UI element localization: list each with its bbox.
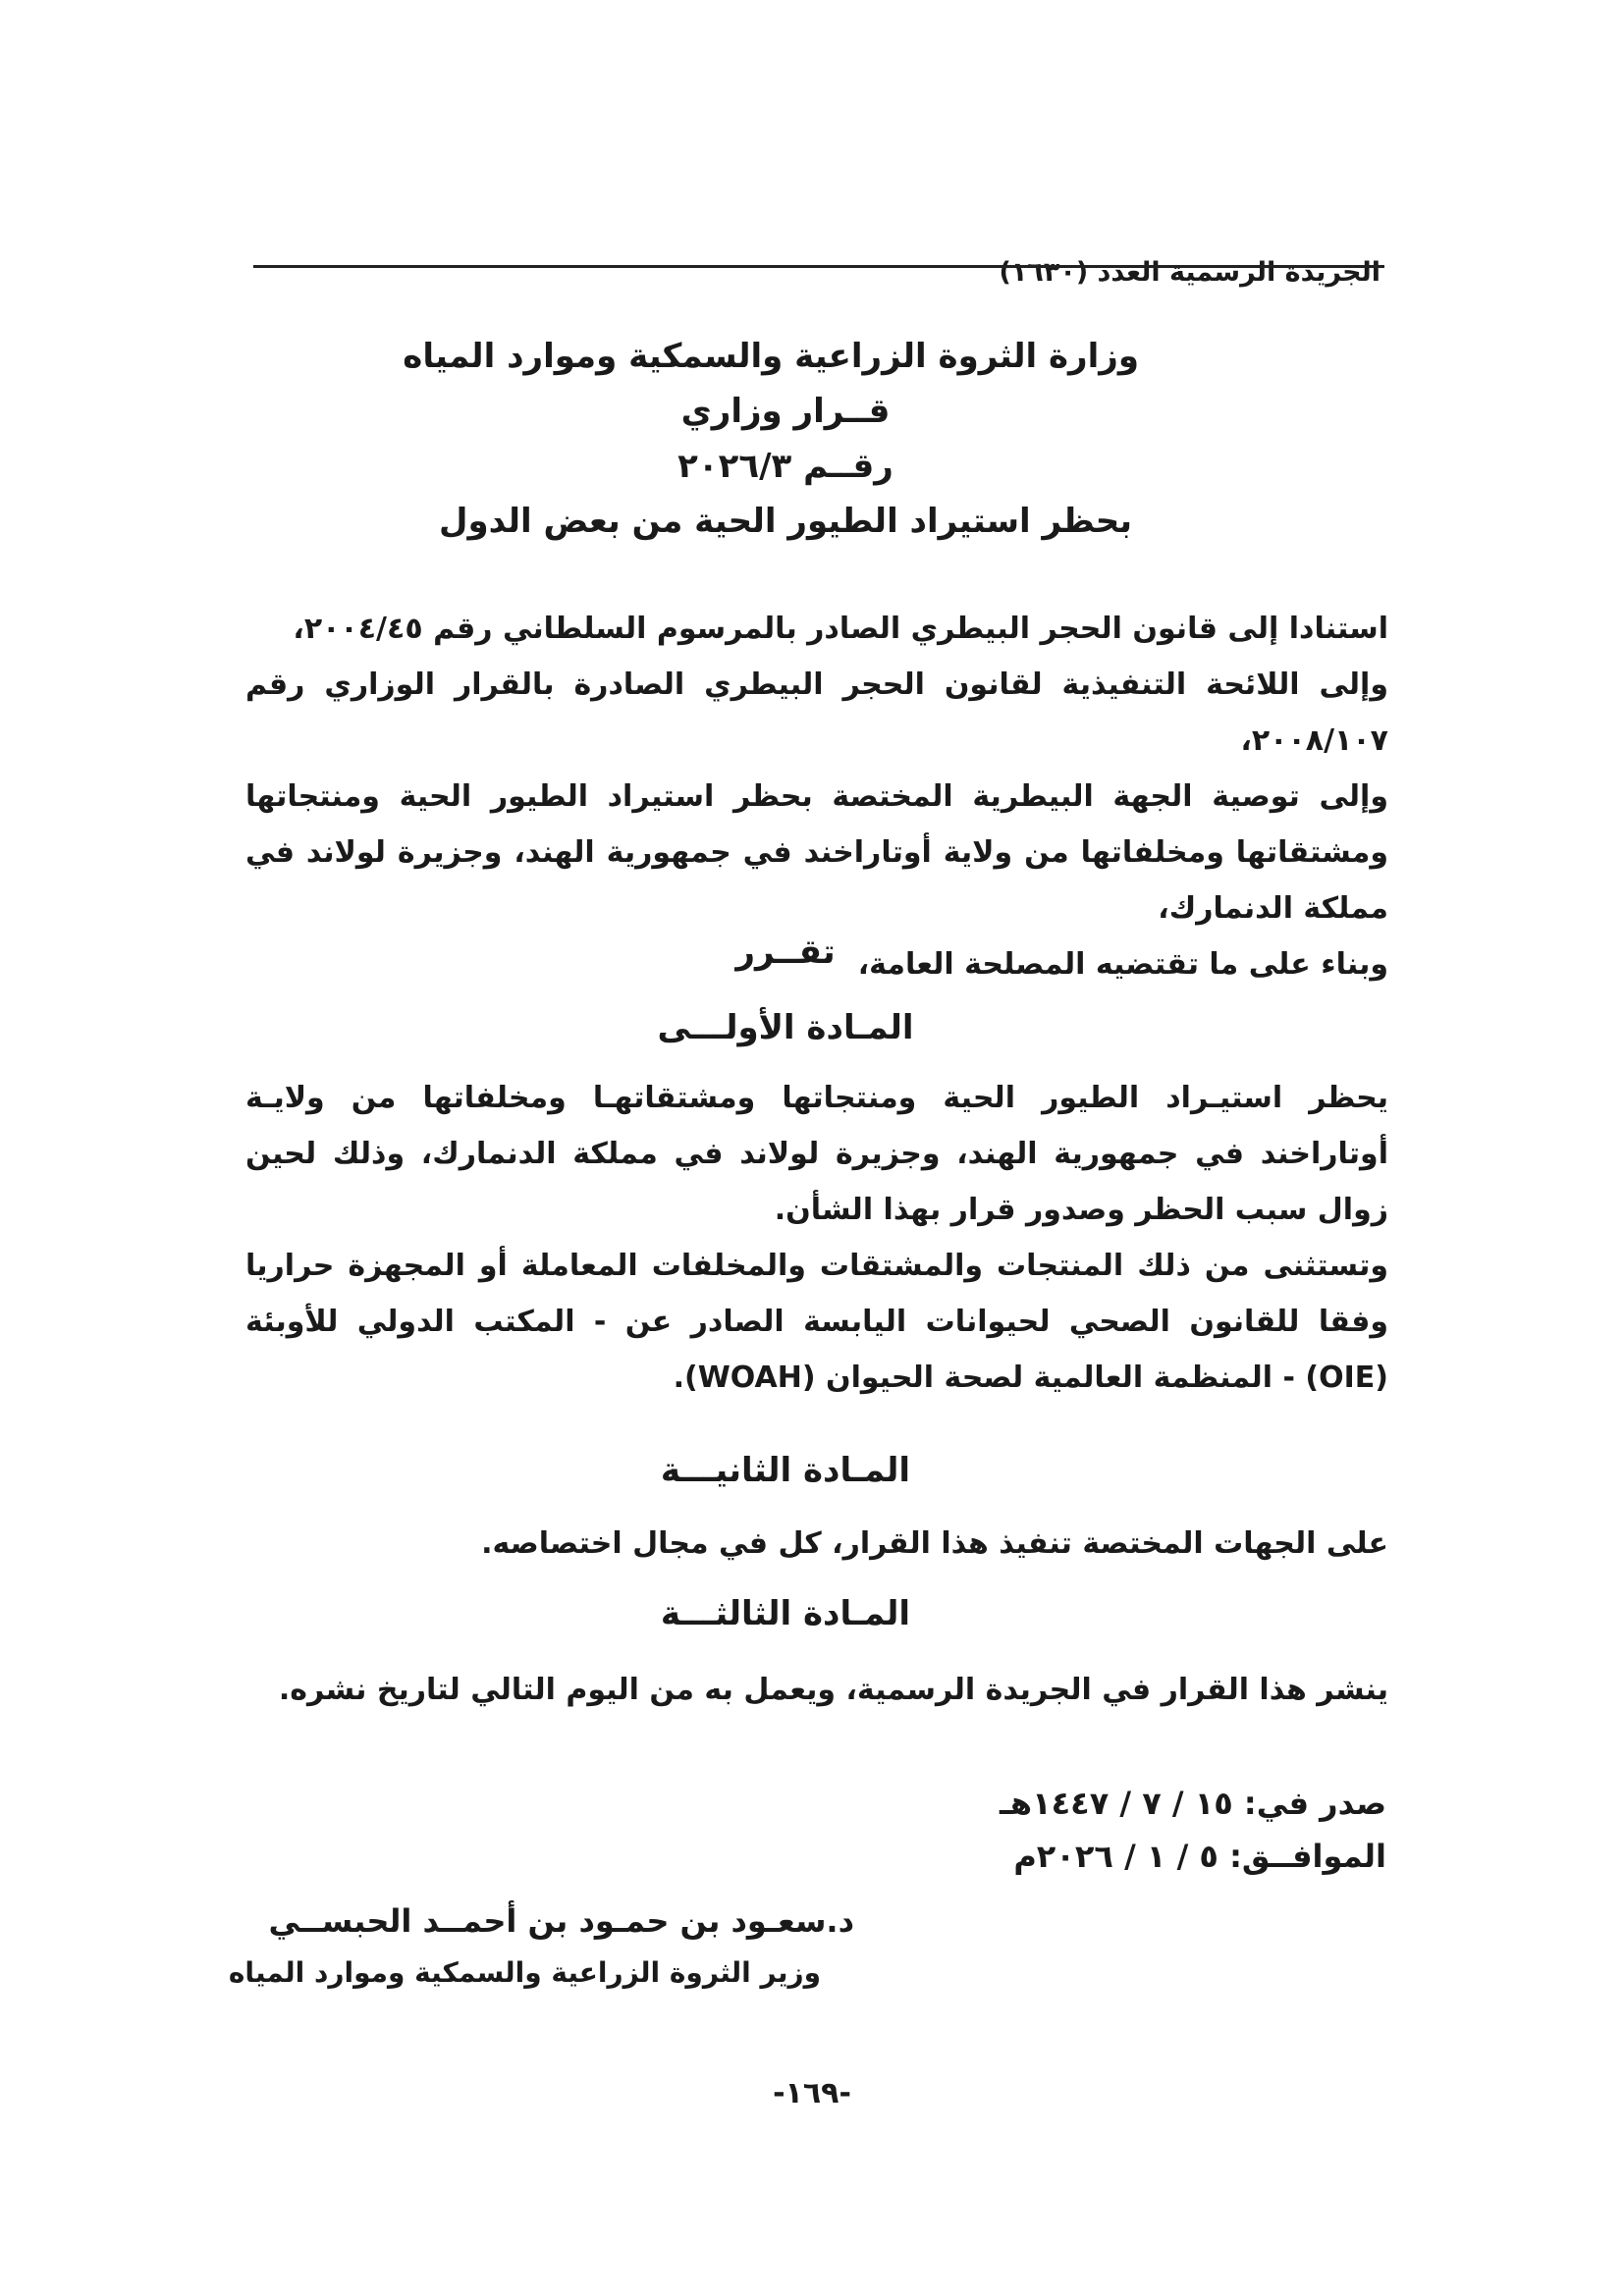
signatory-position: وزير الثروة الزراعية والسمكية وموارد المياه [228,1956,821,1989]
article-paragraph: يحظر استيـراد الطيور الحية ومنتجاتها ومشتقاتهـا ومخلفاتها من ولايـة أوتاراخند في جمهورية الهند، وجزيرة لولاند في مملكة الدنمارك، وذلك لحين زوال سبب الحظر وصدور قرار بهذا الشأن. [245,1081,1388,1227]
article-2-heading: المـادة الثانيـــة [660,1451,911,1490]
page-number: -١٦٩- [773,2076,851,2110]
decision-subject: بحظر استيراد الطيور الحية من بعض الدول [438,502,1133,541]
decision-title-block [403,329,1139,549]
decision-type: قــرار وزاري [680,392,891,431]
preamble-line: وبناء على ما تقتضيه المصلحة العامة، [857,947,1388,982]
article-3-heading: المـادة الثالثـــة [660,1594,911,1633]
signatory-name: د.سعـود بن حمـود بن أحمــد الحبســي [268,1902,854,1940]
preamble-line: وإلى توصية الجهة البيطرية المختصة بحظر استيراد الطيور الحية ومنتجاتها ومشتقاتها ومخلفاتها من ولاية أوتاراخند في جمهورية الهند، وجزيرة لولاند في مملكة الدنمارك، [245,779,1388,926]
header-rule [253,265,1384,268]
article-1-body [245,1070,1388,1406]
preamble-line: استنادا إلى قانون الحجر البيطري الصادر بالمرسوم السلطاني رقم ٢٠٠٤/٤٥، [293,612,1388,646]
ministry-name: وزارة الثروة الزراعية والسمكية وموارد المياه [403,337,1139,376]
preamble-line: وإلى اللائحة التنفيذية لقانون الحجر البيطري الصادرة بالقرار الوزاري رقم ٢٠٠٨/١٠٧، [245,667,1388,758]
article-3-body [245,1662,1388,1718]
gregorian-date: الموافــق: ٥ / ١ / ٢٠٢٦م [1013,1838,1386,1875]
article-2-body [245,1516,1388,1572]
decision-number: رقــم ٢٠٢٦/٣ [677,447,893,486]
article-paragraph: وتستثنى من ذلك المنتجات والمشتقات والمخلفات المعاملة أو المجهزة حراريا وفقا للقانون الصحي لحيوانات اليابسة الصادر عن - المكتب الدولي للأوبئة (OIE) - المنظمة العالمية لصحة الحيوان (WOAH). [245,1249,1388,1395]
decides-heading: تقــرر [735,933,836,972]
issue-date: صدر في: ١٥ / ٧ / ١٤٤٧هـ [999,1785,1386,1822]
article-paragraph: على الجهات المختصة تنفيذ هذا القرار، كل في مجال اختصاصه. [481,1526,1388,1561]
article-paragraph: ينشر هذا القرار في الجريدة الرسمية، ويعمل به من اليوم التالي لتاريخ نشره. [278,1673,1388,1707]
running-header: الجريدة الرسمية العدد (١٦٣٠) [999,257,1380,288]
article-1-heading: المـادة الأولـــى [657,1008,914,1047]
